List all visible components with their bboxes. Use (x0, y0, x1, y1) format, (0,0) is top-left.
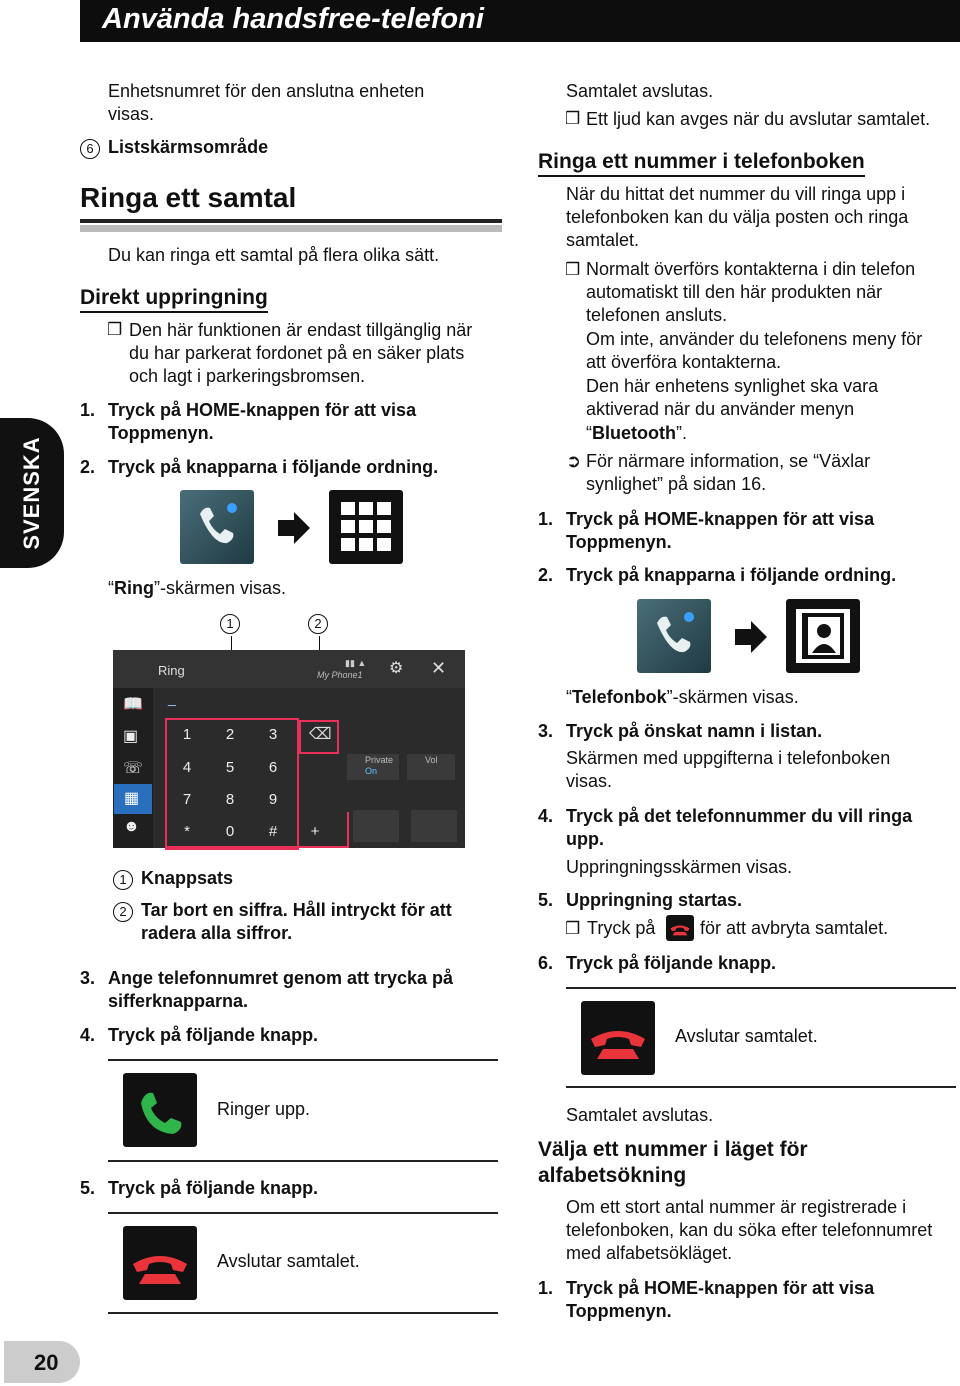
step-1-line-1: Tryck på HOME-knappen för att visa (108, 400, 417, 420)
intro-line-2: visas. (108, 104, 155, 124)
r-step-4-desc: Uppringningsskärmen visas. (566, 857, 793, 877)
alpha-intro-3: med alfabetsökläget. (566, 1243, 733, 1263)
table-2-text: Avslutar samtalet. (217, 1251, 360, 1271)
r-step-1-line-2: Toppmenyn. (566, 532, 672, 552)
step-5-num: 5. (80, 1178, 96, 1198)
step-1-num: 1. (80, 400, 96, 420)
private-value: On (365, 766, 378, 776)
pb-note-5: att överföra kontakterna. (586, 352, 782, 372)
sidebar-phonebook-icon[interactable]: 📖 (123, 696, 143, 713)
pb-ref-1: För närmare information, se “Växlar (586, 451, 871, 471)
table-rule (566, 1086, 956, 1088)
r-step-3-desc-1: Skärmen med uppgifterna i telefonboken (566, 748, 891, 768)
section-rule (80, 219, 502, 223)
table-rule (108, 1212, 498, 1214)
subsection-title-phonebook: Ringa ett nummer i telefonboken (538, 150, 865, 177)
call-ended-text: Samtalet avslutas. (566, 81, 714, 101)
r-call-ended: Samtalet avslutas. (566, 1105, 714, 1125)
key-1[interactable]: 1 (182, 726, 192, 743)
phone-menu-icon[interactable] (637, 599, 711, 673)
r-step-2-num: 2. (538, 565, 554, 585)
r-step-4-num: 4. (538, 806, 554, 826)
r-step-7-line-1: Tryck på HOME-knappen för att visa (566, 1278, 875, 1298)
pb-note-7: aktiverad när du använder menyn (586, 399, 855, 419)
legend-2-line-1: Tar bort en siffra. Håll intryckt för att (141, 900, 452, 920)
phonebook-icon[interactable] (786, 599, 860, 673)
key-8[interactable]: 8 (225, 791, 235, 808)
top-note: Ett ljud kan avges när du avslutar samtalet. (586, 109, 931, 129)
note-line-2: du har parkerat fordonet på en säker plats (129, 343, 465, 363)
table-rule (108, 1059, 498, 1061)
section-intro: Du kan ringa ett samtal på flera olika sätt. (108, 245, 440, 265)
screen-title: Ring (158, 663, 185, 678)
r-step-1-line-1: Tryck på HOME-knappen för att visa (566, 509, 875, 529)
volume-label: Vol (425, 755, 438, 765)
item-6-label: Listskärmsområde (108, 137, 269, 157)
r-step-5-text: Uppringning startas. (566, 890, 743, 910)
alpha-intro-1: Om ett stort antal nummer är registrerade i (566, 1197, 907, 1217)
item-6 (80, 136, 100, 159)
section-title: Ringa ett samtal (80, 182, 297, 213)
arrow-right-icon (733, 619, 769, 660)
legend-2-line-2: radera alla siffror. (141, 923, 293, 943)
callout-number: 6 (80, 139, 100, 159)
key-2[interactable]: 2 (225, 726, 235, 743)
key-7[interactable]: 7 (182, 791, 192, 808)
key-hash[interactable]: # (268, 823, 278, 840)
step-3-num: 3. (80, 968, 96, 988)
r-step-3-desc-2: visas. (566, 771, 613, 791)
key-0[interactable]: 0 (225, 823, 235, 840)
note-line-1: Den här funktionen är endast tillgänglig när (129, 320, 473, 340)
pb-intro-3: samtalet. (566, 230, 640, 250)
legend-2: 2 (113, 899, 133, 922)
r-step-2-text: Tryck på knapparna i följande ordning. (566, 565, 897, 585)
key-5[interactable]: 5 (225, 759, 235, 776)
key-plus[interactable]: + (310, 823, 320, 840)
r-step-4-line-2: upp. (566, 829, 604, 849)
step-5-text: Tryck på följande knapp. (108, 1178, 319, 1198)
call-button[interactable] (353, 810, 399, 842)
callout-1: 1 (220, 614, 240, 634)
sidebar-contact-icon[interactable]: ▣ (123, 728, 139, 745)
pb-intro-2: telefonboken kan du välja posten och ringa (566, 207, 909, 227)
note-checkbox-icon: ❒ (565, 260, 581, 279)
key-4[interactable]: 4 (182, 759, 192, 776)
step-2-text: Tryck på knapparna i följande ordning. (108, 457, 439, 477)
phonebook-screen-caption: “Telefonbok”-skärmen visas. (566, 687, 799, 707)
r-step-7-num: 1. (538, 1278, 554, 1298)
step-4-num: 4. (80, 1025, 96, 1045)
screen-device-name: My Phone1 (317, 670, 363, 680)
step-3-line-1: Ange telefonnumret genom att trycka på (108, 968, 454, 988)
key-9[interactable]: 9 (268, 791, 278, 808)
section-rule-shade (80, 225, 502, 232)
step-3-line-2: sifferknapparna. (108, 991, 249, 1011)
r-step-5-note-a: Tryck på (587, 918, 656, 938)
ring-screen (113, 650, 465, 848)
callout-2: 2 (308, 614, 328, 634)
hangup-red-icon[interactable] (581, 1001, 655, 1075)
table-rule (108, 1312, 498, 1314)
r-step-3-text: Tryck på önskat namn i listan. (566, 721, 823, 741)
subsection-title-direct: Direkt uppringning (80, 286, 268, 313)
pb-note-6: Den här enhetens synlighet ska vara (586, 376, 879, 396)
r-step-6-text: Tryck på följande knapp. (566, 953, 777, 973)
r-step-1-num: 1. (538, 509, 554, 529)
hangup-button[interactable] (411, 810, 457, 842)
pb-intro-1: När du hittat det nummer du vill ringa upp i (566, 184, 906, 204)
ring-screen-name: Ring (114, 578, 154, 598)
step-4-text: Tryck på följande knapp. (108, 1025, 319, 1045)
language-label: SVENSKA (19, 436, 44, 550)
chapter-title: Använda handsfree-telefoni (102, 3, 484, 35)
private-label: Private (365, 755, 394, 765)
pb-ref-2: synlighet” på sidan 16. (586, 474, 767, 494)
sidebar-keypad-icon: ▦ (124, 790, 140, 807)
legend-1-text: Knappsats (141, 868, 234, 888)
r-table-text: Avslutar samtalet. (675, 1026, 818, 1046)
note-checkbox-icon: ❒ (107, 320, 123, 339)
step-2-num: 2. (80, 457, 96, 477)
sidebar-preset-icon[interactable]: ☻ (123, 818, 140, 835)
arrow-right-icon (276, 510, 312, 551)
table-1-text: Ringer upp. (217, 1099, 311, 1119)
pb-note-2: automatiskt till den här produkten när (586, 282, 883, 302)
hangup-red-icon[interactable] (666, 915, 694, 941)
intro-line-1: Enhetsnumret för den anslutna enheten (108, 81, 425, 101)
ring-screen-caption: “Ring”-skärmen visas. (108, 578, 287, 598)
bluetooth-menu-name: Bluetooth (592, 423, 676, 443)
reference-arrow-icon: ➲ (566, 451, 582, 471)
settings-gear-icon[interactable]: ⚙ (389, 660, 404, 677)
subsection-title-alpha-2: alfabetsökning (538, 1164, 687, 1187)
step-1-line-2: Toppmenyn. (108, 423, 214, 443)
number-input[interactable]: _ (168, 690, 176, 706)
pb-note-3: telefonen ansluts. (586, 305, 728, 325)
backspace-icon: ⌫ (309, 726, 332, 743)
sidebar-history-icon[interactable]: ☏ (123, 760, 144, 777)
close-icon[interactable]: ✕ (431, 658, 447, 678)
table-rule (566, 987, 956, 989)
pb-note-8: “Bluetooth”. (586, 423, 687, 443)
table-rule (108, 1160, 498, 1162)
r-step-7-line-2: Toppmenyn. (566, 1301, 672, 1321)
r-step-6-num: 6. (538, 953, 554, 973)
signal-icon: ▮▮ ▲ (345, 658, 367, 668)
language-tab (0, 418, 64, 568)
hangup-red-icon[interactable] (123, 1226, 197, 1300)
page-number-box (4, 1341, 80, 1383)
key-star[interactable]: * (184, 823, 190, 840)
chapter-header (80, 0, 960, 42)
key-6[interactable]: 6 (268, 759, 278, 776)
subsection-title-alpha-1: Välja ett nummer i läget för (538, 1138, 808, 1161)
note-checkbox-icon: ❒ (565, 919, 581, 938)
legend-1: 1 (113, 867, 133, 890)
r-step-5-note-b: för att avbryta samtalet. (700, 918, 889, 938)
note-line-3: och lagt i parkeringsbromsen. (129, 366, 366, 386)
call-green-icon[interactable] (123, 1073, 197, 1147)
phone-menu-icon[interactable] (180, 490, 254, 564)
pb-note-4: Om inte, använder du telefonens meny för (586, 329, 923, 349)
r-step-4-line-1: Tryck på det telefonnummer du vill ringa (566, 806, 913, 826)
pb-note-1: Normalt överförs kontakterna i din telefon (586, 259, 916, 279)
alpha-intro-2: telefonboken, kan du söka efter telefonnumret (566, 1220, 933, 1240)
note-checkbox-icon: ❒ (565, 109, 581, 128)
r-step-5-num: 5. (538, 890, 554, 910)
phonebook-screen-name: Telefonbok (572, 687, 667, 707)
r-step-3-num: 3. (538, 721, 554, 741)
page-number: 20 (34, 1350, 59, 1375)
keypad-grid-icon[interactable] (329, 490, 403, 564)
key-3[interactable]: 3 (268, 726, 278, 743)
